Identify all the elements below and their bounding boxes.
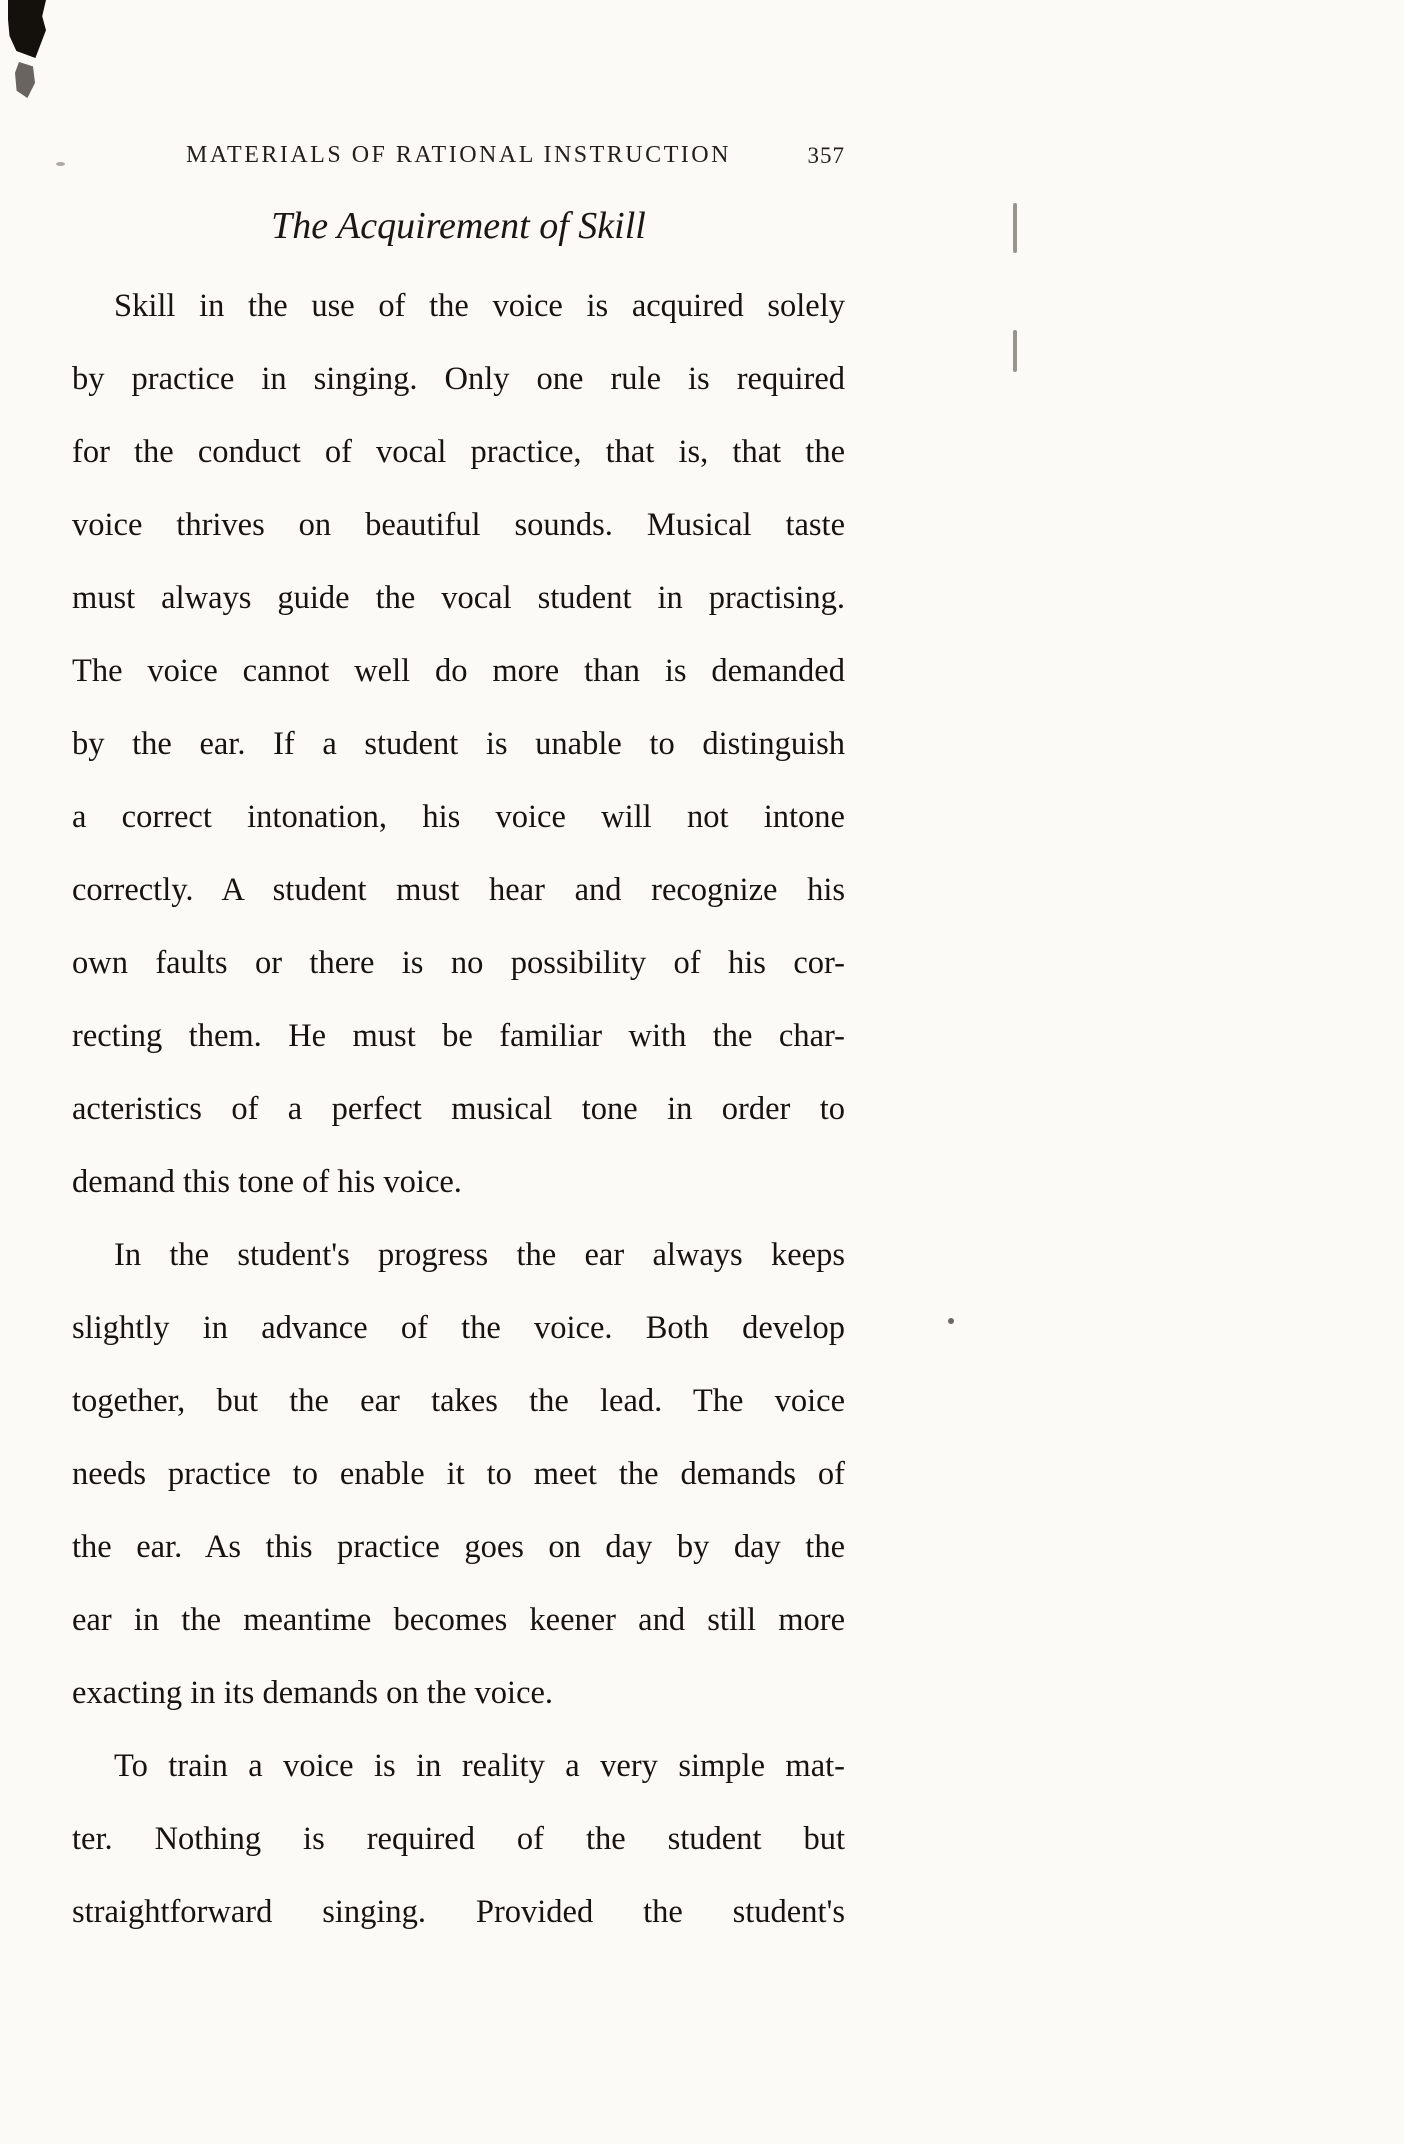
ink-stain-small (15, 62, 35, 98)
text-line: slightly in advance of the voice. Both develop (72, 1310, 845, 1346)
text-line: Skill in the use of the voice is acquired solely (114, 288, 845, 324)
text-line: own faults or there is no possibility of his cor- (72, 945, 845, 981)
scan-speck (948, 1318, 954, 1324)
text-line: To train a voice is in reality a very simple mat- (114, 1748, 845, 1784)
text-line: The voice cannot well do more than is demanded (72, 653, 845, 689)
text-line: by practice in singing. Only one rule is required (72, 361, 845, 397)
ink-stain (8, 0, 46, 58)
text-line: voice thrives on beautiful sounds. Musical taste (72, 507, 845, 543)
text-line: ear in the meantime becomes keener and still more (72, 1602, 845, 1638)
section-title: The Acquirement of Skill (271, 205, 646, 247)
text-line: demand this tone of his voice. (72, 1164, 462, 1200)
text-line: correctly. A student must hear and recognize his (72, 872, 845, 908)
text-line: by the ear. If a student is unable to distinguish (72, 726, 845, 762)
page-body (72, 270, 845, 1949)
text-line: exacting in its demands on the voice. (72, 1675, 554, 1711)
margin-mark (1013, 203, 1017, 253)
header-title: MATERIALS OF RATIONAL INSTRUCTION (186, 142, 731, 168)
text-line: straightforward singing. Provided the student's (72, 1894, 845, 1930)
text-line: must always guide the vocal student in practising. (72, 580, 845, 616)
text-line: ter. Nothing is required of the student but (72, 1821, 845, 1857)
scan-speck (56, 162, 65, 166)
running-header (72, 142, 845, 178)
text-column (72, 142, 845, 1949)
text-line: for the conduct of vocal practice, that is, that the (72, 434, 845, 470)
text-line: recting them. He must be familiar with the char- (72, 1018, 845, 1054)
text-line: together, but the ear takes the lead. The voice (72, 1383, 845, 1419)
text-line: acteristics of a perfect musical tone in order to (72, 1091, 845, 1127)
page-number: 357 (807, 143, 845, 168)
text-line: the ear. As this practice goes on day by day the (72, 1529, 845, 1565)
text-line: a correct intonation, his voice will not intone (72, 799, 845, 835)
margin-mark (1013, 330, 1017, 372)
text-line: needs practice to enable it to meet the demands of (72, 1456, 845, 1492)
text-line: In the student's progress the ear always keeps (114, 1237, 845, 1273)
